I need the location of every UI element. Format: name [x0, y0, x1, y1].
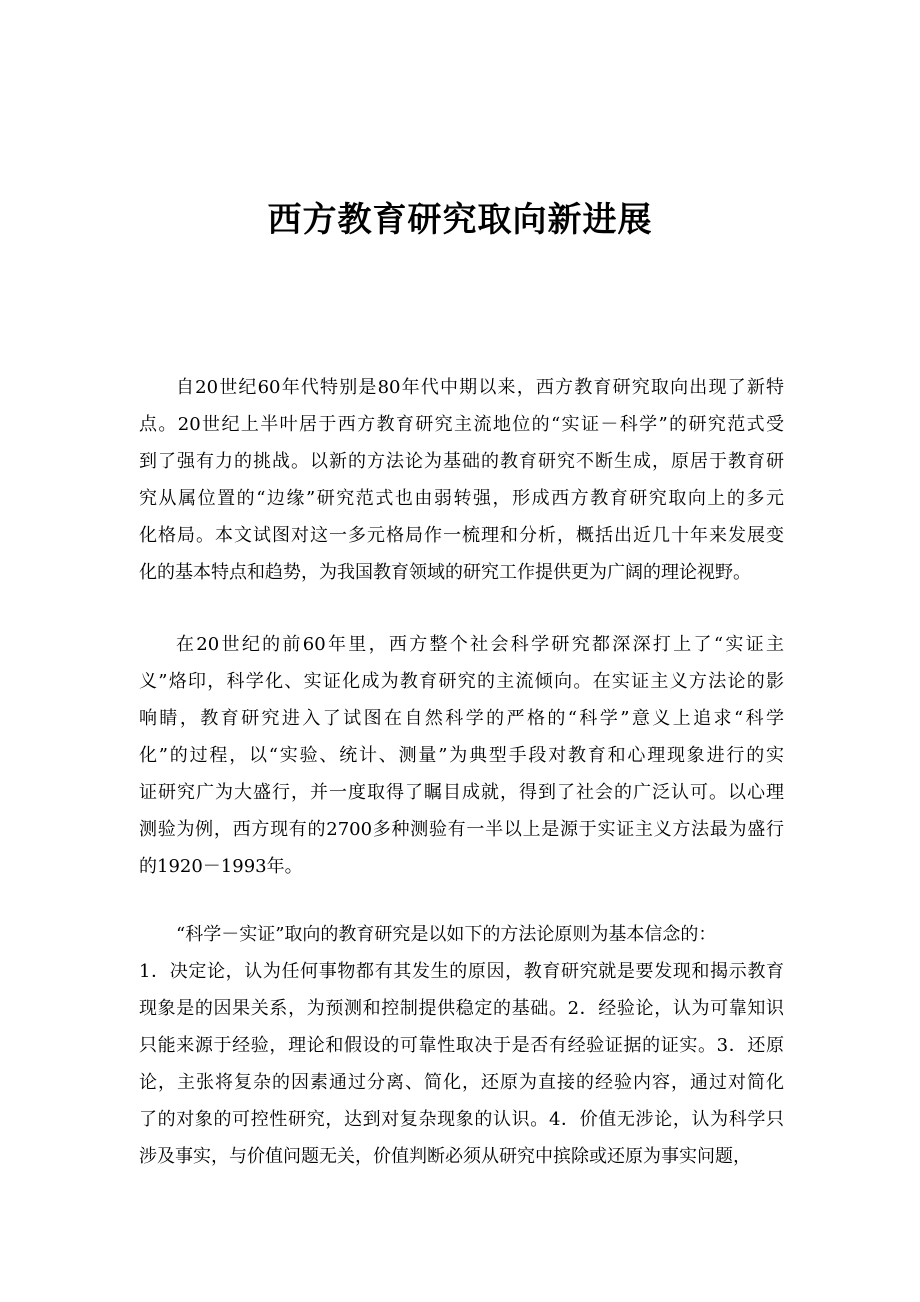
- paragraph-2-line: 义”烙印，科学化、实证化成为教育研究的主流倾向。在实证主义方法论的影: [139, 671, 784, 692]
- paragraph-1-line: 自20世纪60年代特别是80年代中期以来，西方教育研究取向出现了新特: [176, 377, 784, 398]
- document-title: 西方教育研究取向新进展: [267, 200, 653, 240]
- paragraph-1-line: 化格局。本文试图对这一多元格局作一梳理和分析，概括出近几十年来发展变: [139, 525, 784, 546]
- paragraph-3-line: 只能来源于经验，理论和假设的可靠性取决于是否有经验证据的证实。3．还原: [139, 1035, 784, 1056]
- paragraph-3-line: 现象是的因果关系，为预测和控制提供稳定的基础。2．经验论，认为可靠知识: [139, 998, 784, 1019]
- paragraph-2-line: 在20世纪的前60年里，西方整个社会科学研究都深深打上了“实证主: [176, 634, 784, 655]
- paragraph-2-line: 证研究广为大盛行，并一度取得了瞩目成就，得到了社会的广泛认可。以心理: [139, 782, 784, 803]
- paragraph-2-line: 响睛，教育研究进入了试图在自然科学的严格的“科学”意义上追求“科学: [139, 708, 784, 729]
- paragraph-2-line: 测验为例，西方现有的2700多种测验有一半以上是源于实证主义方法最为盛行: [139, 819, 784, 840]
- paragraph-3-line: 了的对象的可控性研究，达到对复杂现象的认识。4．价值无涉论，认为科学只: [139, 1109, 784, 1130]
- paragraph-2-line: 化”的过程，以“实验、统计、测量”为典型手段对教育和心理现象进行的实: [139, 745, 784, 766]
- paragraph-3-line: 涉及事实，与价值问题无关，价值判断必须从研究中摈除或还原为事实问题，: [139, 1146, 751, 1167]
- paragraph-1-line: 点。20世纪上半叶居于西方教育研究主流地位的“实证－科学”的研究范式受: [139, 414, 784, 435]
- paragraph-1-line: 化的基本特点和趋势，为我国教育领域的研究工作提供更为广阔的理论视野。: [139, 562, 751, 583]
- paragraph-3-line: “科学－实证”取向的教育研究是以如下的方法论原则为基本信念的：: [176, 924, 717, 945]
- paragraph-3-line: 1．决定论，认为任何事物都有其发生的原因，教育研究就是要发现和揭示教育: [139, 961, 784, 982]
- paragraph-2-line: 的1920－1993年。: [139, 856, 303, 877]
- paragraph-1-line: 究从属位置的“边缘”研究范式也由弱转强，形成西方教育研究取向上的多元: [139, 488, 784, 509]
- paragraph-1-line: 到了强有力的挑战。以新的方法论为基础的教育研究不断生成，原居于教育研: [139, 451, 784, 472]
- paragraph-3-line: 论，主张将复杂的因素通过分离、简化，还原为直接的经验内容，通过对简化: [139, 1072, 784, 1093]
